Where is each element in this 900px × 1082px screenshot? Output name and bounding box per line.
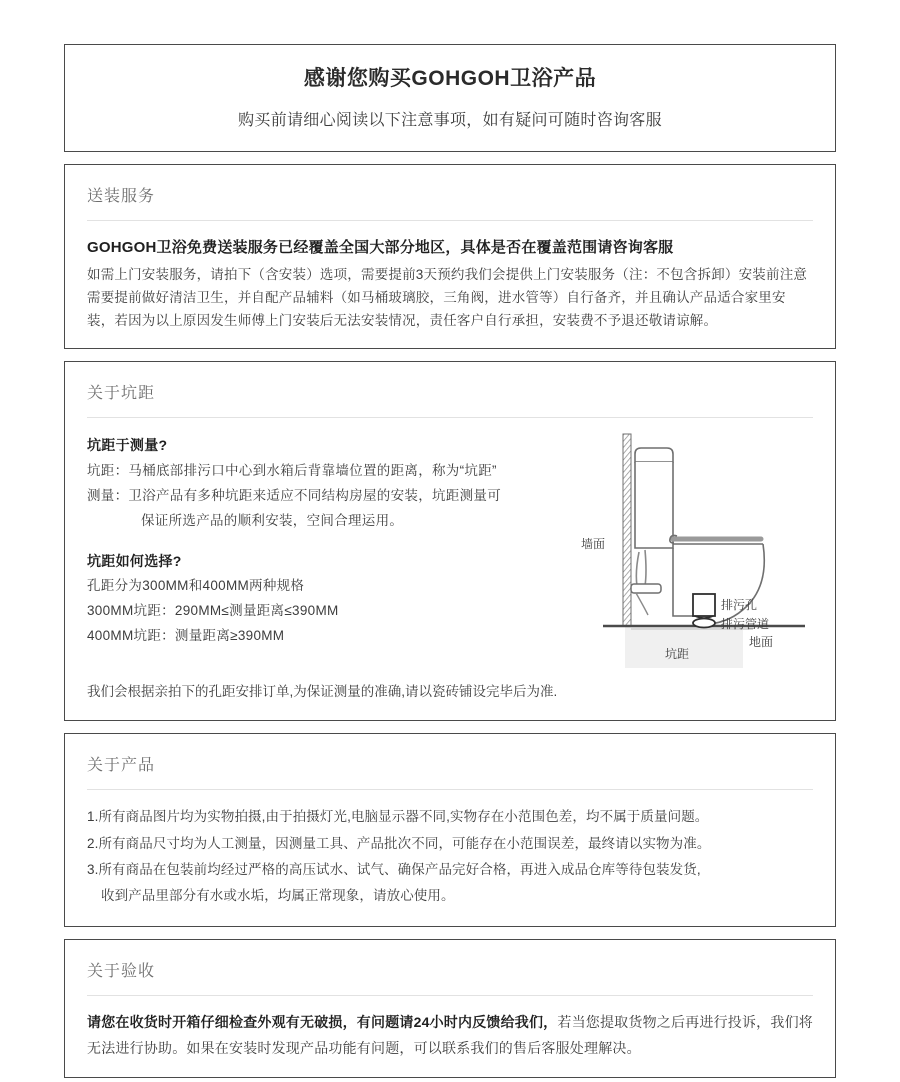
acceptance-text [87,1010,813,1062]
heading-divider [87,220,813,221]
drain-hole-label: 排污孔 [721,598,758,613]
pit-q2-line-3: 400MM坑距：测量距离≥390MM [87,628,285,644]
wall-shape [623,434,631,626]
section-heading-product: 关于产品 [87,757,156,775]
toilet-diagram-svg [573,426,813,676]
product-note-2: 2.所有商品尺寸均为人工测量，因测量工具、产品批次不同，可能存在小范围误差，最终请以实物为准。 [87,835,711,851]
product-note-1: 1.所有商品图片均为实物拍摄,由于拍摄灯光,电脑显示器不同,实物存在小范围色差，均不属于质量问题。 [87,809,709,825]
section-delivery-service [64,164,836,349]
inlet-pipe-shape [636,552,639,586]
delivery-lead-text: GOHGOH卫浴免费送装服务已经覆盖全国大部分地区，具体是否在覆盖范围请咨询客服 [87,239,674,256]
section-heading-pit: 关于坑距 [87,385,156,403]
toilet-rough-in-diagram [573,426,813,676]
pit-q2-line-2: 300MM坑距：290MM≤测量距离≤390MM [87,603,339,619]
pit-spacer [87,534,567,548]
section-pit-distance [64,361,836,721]
heading-divider [87,789,813,790]
pit-question-1: 坑距于测量? [87,437,168,454]
page-title: 感谢您购买GOHGOH卫浴产品 [303,67,597,90]
section-heading-delivery: 送装服务 [87,188,156,205]
acceptance-bold-part: 请您在收货时开箱仔细检查外观有无破损，有问题请24小时内反馈给我们， [87,1013,558,1030]
acceptance-regular-part: 若当您提取货物之后再进行投诉，我们将无法进行协助。如果在安装时发现产品功能有问题，可以联系我们的售后客服处理解决。 [87,1013,813,1056]
pit-question-2: 坑距如何选择? [87,552,182,569]
product-note-3: 3.所有商品在包装前均经过严格的高压试水、试气、确保产品完好合格，再进入成品仓库等待包装发货, [87,862,701,878]
heading-divider [87,417,813,418]
valve-hose-shape [636,593,648,615]
heading-divider [87,995,813,996]
pit-final-note: 我们会根据亲拍下的孔距安排订单,为保证测量的准确,请以瓷砖铺设完毕后为准. [87,684,558,700]
pit-distance-label: 坑距 [665,647,690,662]
delivery-body-text: 如需上门安装服务，请拍下（含安装）选项，需要提前3天预约我们会提供上门安装服务（注：不包含拆卸）安装前注意需要提前做好清洁卫生，并自配产品辅料（如马桶玻璃胶，三角阀，进水管等）自行备齐，并且确认产品适合家里安装，若因为以上原因发生师傅上门安装后无法安装情况，责任客户自行承担，安装费不予退还敬请谅解。 [87,266,808,328]
tank-body-shape [635,462,673,548]
section-about-acceptance [64,939,836,1079]
page-subtitle: 购买前请细心阅读以下注意事项，如有疑问可随时咨询客服 [238,111,662,129]
inlet-pipe-shape-2 [645,550,646,586]
pit-body [87,432,813,676]
drain-hole-shape [693,594,715,616]
pit-q2-line-1: 孔距分为300MM和400MM两种规格 [87,578,305,594]
wall-label: 墙面 [581,537,606,552]
section-about-product [64,733,836,926]
pit-q1-line-2: 测量：卫浴产品有多种坑距来适应不同结构房屋的安装，坑距测量可 [87,487,501,503]
drain-pipe-label: 排污管道 [721,617,770,632]
header-panel [64,44,836,152]
section-heading-acceptance: 关于验收 [87,962,156,980]
pit-q1-line-3: 保证所选产品的顺利安装，空间合理运用。 [141,512,404,528]
pit-q1-line-1: 坑距：马桶底部排污口中心到水箱后背靠墙位置的距离，称为“坑距” [87,462,497,478]
tank-lid-shape [635,448,673,462]
angle-valve-shape [631,584,661,593]
drain-pipe-shape [693,619,715,628]
bowl-curve-shape [709,544,764,624]
pit-text-column [87,432,567,649]
floor-label: 地面 [749,635,774,650]
product-note-3-cont: 收到产品里部分有水或水垢，均属正常现象，请放心使用。 [101,888,455,904]
